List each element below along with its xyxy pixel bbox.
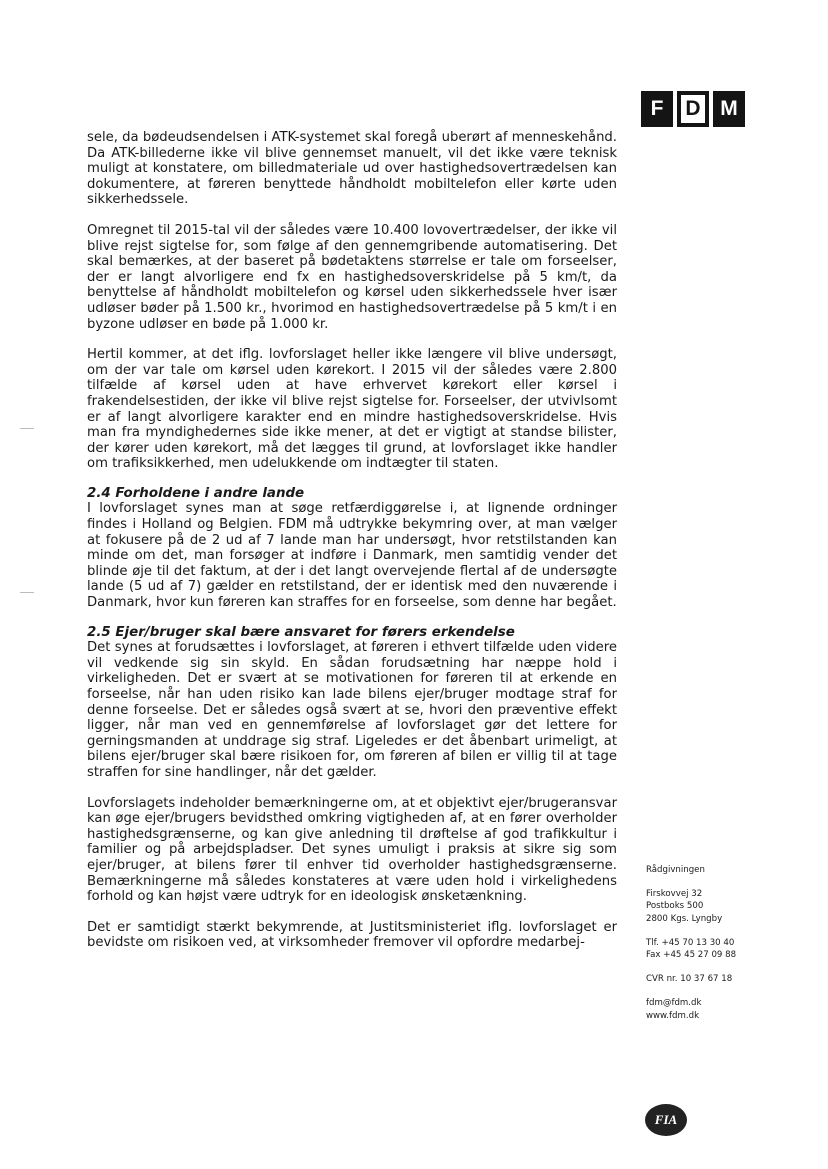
paragraph-atk: sele, da bødeudsendelsen i ATK-systemet skal foregå uberørt af menneskehånd. Da ATK-billederne ikke vil blive gennemset manuelt, vil det ikke være teknisk muligt at konstatere, om billedmateriale ud over hastighedsovertrædelsen kan dokumentere, at føreren benyttede håndholdt mobiltelefon eller kørte uden sikkerhedssele. <box>87 130 617 208</box>
fax-number: Fax +45 45 27 09 88 <box>646 950 737 961</box>
heading-2-4: 2.4 Forholdene i andre lande <box>87 485 305 501</box>
logo-letter-f: F <box>641 91 673 127</box>
fdm-logo <box>641 91 745 127</box>
phone-number: Tlf. +45 70 13 30 40 <box>646 937 735 948</box>
email-address: fdm@fdm.dk <box>646 998 702 1009</box>
paragraph-owner-responsibility: Det synes at forudsættes i lovforslaget, at føreren i ethvert tilfælde uden videre vil vedkende sig sin skyld. En sådan forudsætning har næppe hold i virkeligheden. Det er svært at se motivationen for føreren til at erkende en forseelse, når han uden risiko kan lade bilens ejer/bruger modtage straf for denne forseelse. Det er således også svært at se, hvori den præventive effekt ligger, når man ved en gennemførelse af lovforslaget gør det lettere for gerningsmanden at unddrage sig straf. Ligeledes er det åbenbart urimeligt, at bilens ejer/bruger skal bære risikoen for, om føreren af bilen er villig til at tage straffen for sine handlinger, når det gælder. <box>87 640 617 780</box>
address-pobox: Postboks 500 <box>646 901 704 912</box>
paragraph-no-license: Hertil kommer, at det iflg. lovforslaget heller ikke længere vil blive undersøgt, om der var tale om kørsel uden kørekort. I 2015 vil der således være 2.800 tilfælde af kørsel uden at have erhvervet kørekort eller kørsel i frakendelsestiden, der ikke vil blive rejst sigtelse for. Forseelser, der utvivlsomt er af langt alvorligere karakter end en mindre hastighedsoverskridelse. Hvis man fra myndighedernes side ikke mener, at det er vigtigt at standse bilister, der kører uden kørekort, må det lægges til grund, at lovforslaget ikke handler om trafiksikkerhed, men udelukkende om indtægter til staten. <box>87 347 617 472</box>
contact-sidebar <box>646 864 796 1034</box>
margin-mark <box>20 428 34 429</box>
logo-letter-d: D <box>677 91 709 127</box>
paragraph-2015-figures: Omregnet til 2015-tal vil der således være 10.400 lovovertrædelser, der ikke vil blive rejst sigtelse for, som følge af den gennemgribende automatisering. Det skal bemærkes, at der baseret på bødetaktens størrelse er tale om forseelser, der er langt alvorligere end fx en hastighedsoverskridelse på 5 km/t, da benyttelse af håndholdt mobiltelefon og kørsel uden sikkerhedssele hver især udløser bøder på 1.500 kr., hvorimod en hastighedsovertrædelse på 5 km/t i en byzone udløser en bøde på 1.000 kr. <box>87 222 617 332</box>
heading-2-5: 2.5 Ejer/bruger skal bære ansvaret for førers erkendelse <box>87 624 515 640</box>
fia-logo: FIA <box>645 1104 687 1136</box>
paragraph-remarks: Lovforslagets indeholder bemærkningerne om, at et objektivt ejer/brugeransvar kan øge ejer/brugers bevidsthed omkring vigtigheden af, at en fører overholder hastighedsgrænserne, og kan give anledning til drøftelse af god trafikkultur i familier og på arbejdspladser. Det synes umuligt i praksis at sikre sig som ejer/bruger, at bilens fører til enhver tid overholder hastighedsgrænserne. Bemærkningerne må således konstateres at være uden hold i virkelighedens forhold og kan højst være udtryk for en ideologisk ønsketænkning. <box>87 795 617 905</box>
address-city: 2800 Kgs. Lyngby <box>646 913 723 924</box>
logo-letter-m: M <box>713 91 745 127</box>
paragraph-other-countries: I lovforslaget synes man at søge retfærdiggørelse i, at lignende ordninger findes i Holland og Belgien. FDM må udtrykke bekymring over, at man vælger at fokusere på de 2 ud af 7 lande man har undersøgt, hvor retstilstanden kan minde om det, man forsøger at indføre i Danmark, men samtidig vender det blinde øje til det faktum, at der i det langt overvejende flertal af de undersøgte lande (5 ud af 7) gælder en retstilstand, der er identisk med den nuværende i Danmark, hvor kun føreren kan straffes for en forseelse, som denne har begået. <box>87 501 617 611</box>
document-body <box>87 130 617 966</box>
paragraph-ministry: Det er samtidigt stærkt bekymrende, at Justitsministeriet iflg. lovforslaget er bevidste om risikoen ved, at virksomheder fremover vil opfordre medarbej- <box>87 919 617 951</box>
org-name: Rådgivningen <box>646 865 705 875</box>
address-street: Firskovvej 32 <box>646 889 703 900</box>
cvr-number: CVR nr. 10 37 67 18 <box>646 974 733 985</box>
website: www.fdm.dk <box>646 1010 700 1021</box>
margin-mark <box>20 592 34 593</box>
address-block <box>646 888 796 925</box>
